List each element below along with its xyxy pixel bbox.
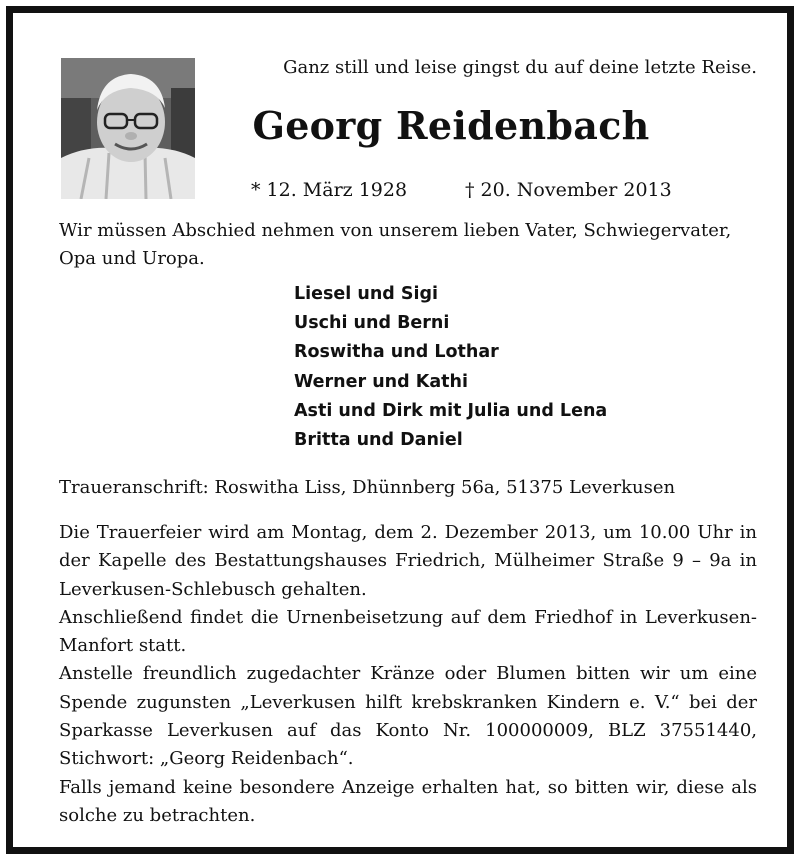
family-member: Asti und Dirk mit Julia und Lena <box>294 400 608 421</box>
portrait-photo <box>61 58 195 199</box>
family-member: Britta und Daniel <box>294 430 463 451</box>
intro-text: Wir müssen Abschied nehmen von unserem lieben Vater, Schwiegervater, Opa und Uropa. <box>59 220 732 269</box>
family-member: Uschi und Berni <box>294 313 450 334</box>
service-details <box>59 519 757 830</box>
birth-date: * 12. März 1928 <box>251 179 408 201</box>
portrait-photo-icon <box>61 58 195 199</box>
burial-paragraph: Anschließend findet die Urnenbeisetzung auf dem Friedhof in Leverkusen-Manfort statt. <box>59 606 757 657</box>
family-member: Werner und Kathi <box>294 371 468 392</box>
deceased-name: Georg Reidenbach <box>252 103 650 148</box>
family-member: Roswitha und Lothar <box>294 342 499 363</box>
obituary-frame <box>6 6 794 854</box>
family-member: Liesel und Sigi <box>294 284 439 304</box>
closing-paragraph: Falls jemand keine besondere Anzeige erhalten hat, so bitten wir, diese als solche zu betrachten. <box>59 776 757 826</box>
death-date: † 20. November 2013 <box>465 179 672 201</box>
family-list <box>294 280 754 455</box>
motto-text: Ganz still und leise gingst du auf deine letzte Reise. <box>283 57 757 78</box>
funeral-paragraph: Die Trauerfeier wird am Montag, dem 2. Dezember 2013, um 10.00 Uhr in der Kapelle des Bestattungshauses Friedrich, Mülheimer Straße 9 – 9a in Leverkusen-Schlebusch gehalten. <box>59 522 757 600</box>
mourning-address: Traueranschrift: Roswitha Liss, Dhünnberg 56a, 51375 Leverkusen <box>59 477 676 498</box>
donation-paragraph: Anstelle freundlich zugedachter Kränze oder Blumen bitten wir um eine Spende zugunsten „Leverkusen hilft krebskranken Kindern e. V.“ bei der Sparkasse Leverkusen auf das Konto Nr. 100000009, BLZ 37551440, Stichwort: „Georg Reidenbach“. <box>59 663 757 770</box>
